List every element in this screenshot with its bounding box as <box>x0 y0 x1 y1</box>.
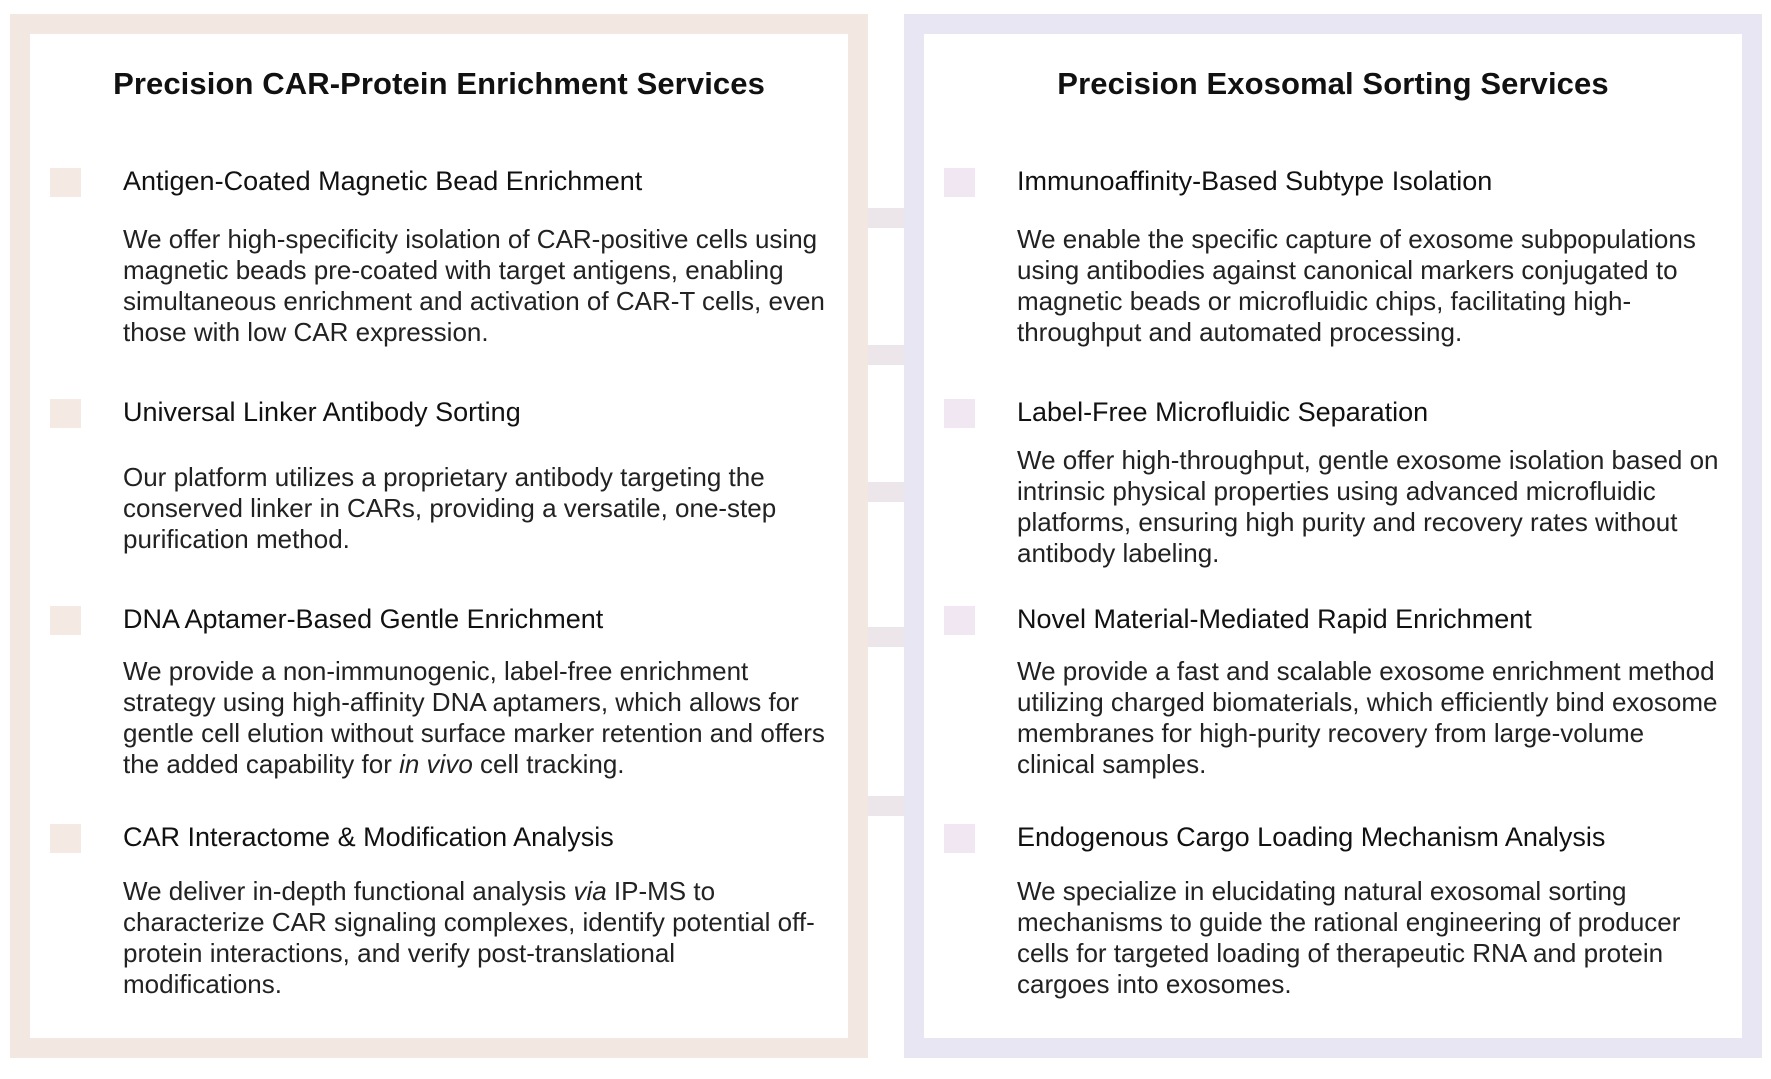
description-text: We provide a non-immunogenic, label-free enrichment strategy using high-affinity DNA aptamers, which allows for gentle cell elution without surface marker retention and offers the added capability for <box>123 656 825 779</box>
square-marker-icon <box>50 824 81 853</box>
square-marker-icon <box>50 606 81 635</box>
service-title: Endogenous Cargo Loading Mechanism Analysis <box>1017 822 1606 852</box>
description-text: IP-MS to characterize CAR signaling complexes, identify potential off-protein interactions, and verify post-translational modifications. <box>123 876 815 999</box>
service-description: We offer high-throughput, gentle exosome isolation based on intrinsic physical properties using advanced microfluidic platforms, ensuring high purity and recovery rates without antibody labeling. <box>1017 445 1719 568</box>
square-marker-icon <box>944 168 975 197</box>
exosomal-sorting-services-panel <box>904 14 1762 1058</box>
panel-title: Precision CAR-Protein Enrichment Services <box>113 66 765 101</box>
square-marker-icon <box>50 168 81 197</box>
italic-term: in vivo <box>399 749 473 779</box>
square-marker-icon <box>944 606 975 635</box>
service-description <box>123 656 830 780</box>
italic-term: via <box>573 876 607 906</box>
service-description: Our platform utilizes a proprietary antibody targeting the conserved linker in CARs, providing a versatile, one-step purification method. <box>123 462 777 554</box>
panel-title: Precision Exosomal Sorting Services <box>1057 66 1609 101</box>
square-marker-icon <box>944 824 975 853</box>
service-title: Immunoaffinity-Based Subtype Isolation <box>1017 166 1493 196</box>
square-marker-icon <box>50 399 81 428</box>
service-title: Universal Linker Antibody Sorting <box>123 397 521 427</box>
car-protein-services-panel <box>10 14 868 1058</box>
service-description: We specialize in elucidating natural exosomal sorting mechanisms to guide the rational engineering of producer cells for targeted loading of therapeutic RNA and protein cargoes into exosomes. <box>1017 876 1681 999</box>
service-title: Novel Material-Mediated Rapid Enrichment <box>1017 604 1532 634</box>
service-description: We provide a fast and scalable exosome enrichment method utilizing charged biomaterials, which efficiently bind exosome membranes for high-purity recovery from large-volume clinical samples. <box>1017 656 1718 779</box>
service-title: Label-Free Microfluidic Separation <box>1017 397 1429 427</box>
service-description <box>123 876 830 1000</box>
service-description: We offer high-specificity isolation of CAR-positive cells using magnetic beads pre-coated with target antigens, enabling simultaneous enrichment and activation of CAR-T cells, even those with low CAR expression. <box>123 224 825 347</box>
square-marker-icon <box>944 399 975 428</box>
service-title: CAR Interactome & Modification Analysis <box>123 822 614 852</box>
description-text: cell tracking. <box>472 749 625 779</box>
service-title: DNA Aptamer-Based Gentle Enrichment <box>123 604 604 634</box>
description-text: We deliver in-depth functional analysis <box>123 876 574 906</box>
service-title: Antigen-Coated Magnetic Bead Enrichment <box>123 166 643 196</box>
service-description: We enable the specific capture of exosome subpopulations using antibodies against canonical markers conjugated to magnetic beads or microfluidic chips, facilitating high-throughput and automated processing. <box>1017 224 1696 347</box>
